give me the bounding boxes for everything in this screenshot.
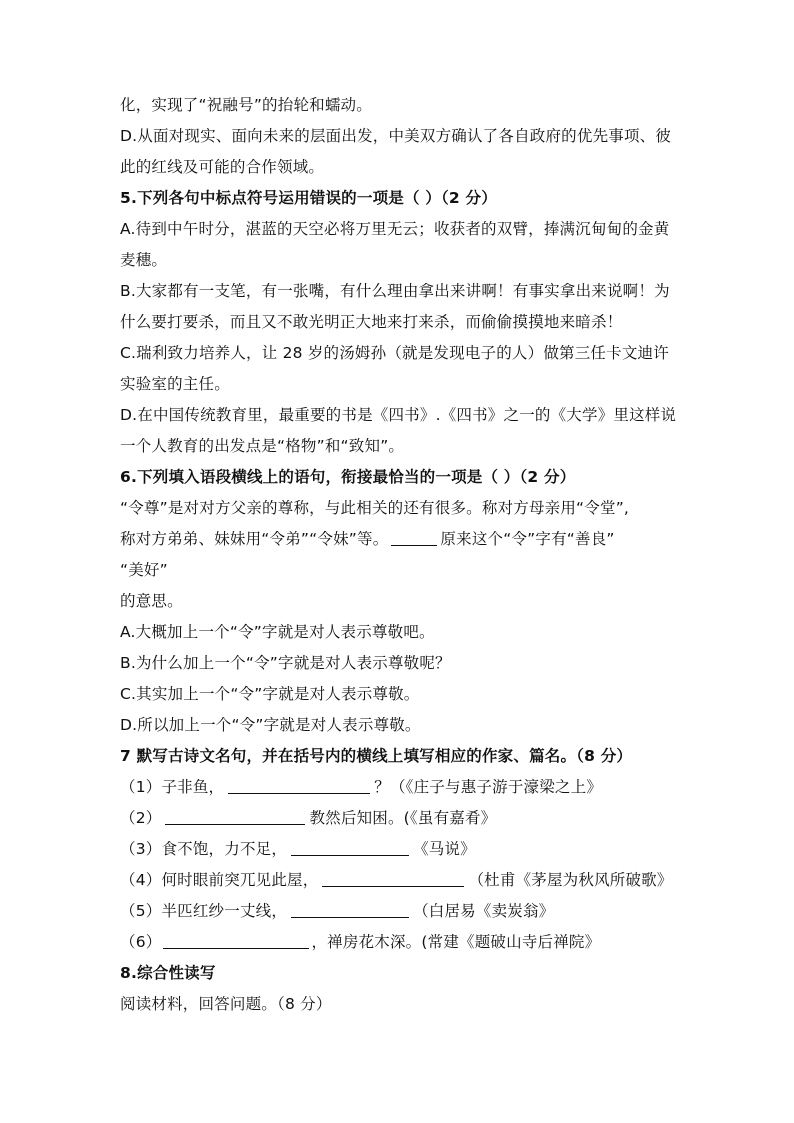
- item-text: （5）半匹红纱一丈线，: [120, 902, 288, 920]
- option-a-line: A.待到中午时分，湛蓝的天空必将万里无云；收获者的双臂，捧满沉甸甸的金黄: [120, 220, 670, 238]
- text-line: 实验室的主任。: [120, 375, 230, 393]
- question-8-title: 8.综合性读写: [120, 964, 216, 982]
- option-a-line: A.大概加上一个“令”字就是对人表示尊敬吧。: [120, 623, 435, 641]
- answer-blank: [291, 901, 409, 918]
- question-6-title: 6.下列填入语段横线上的语句，衔接最恰当的一项是（ ）（2 分）: [120, 468, 576, 486]
- option-d-line: D.所以加上一个“令”字就是对人表示尊敬。: [120, 716, 421, 734]
- option-b-line: B.为什么加上一个“令”字就是对人表示尊敬呢？: [120, 654, 451, 672]
- item-text: （3）食不饱，力不足，: [120, 840, 288, 858]
- answer-blank: [165, 808, 305, 825]
- passage-line: 的意思。: [120, 592, 183, 610]
- reading-instruction: 阅读材料，回答问题。（8 分）: [120, 995, 332, 1013]
- option-c-line: C.其实加上一个“令”字就是对人表示尊敬。: [120, 685, 420, 703]
- question-7-title: 7 默写古诗文名句，并在括号内的横线上填写相应的作家、篇名。（8 分）: [120, 747, 633, 765]
- answer-blank: [163, 932, 309, 949]
- item-text: 《马说》: [413, 840, 476, 858]
- passage-text: 原来这个“令”字有“善良”: [440, 530, 615, 548]
- item-text: （4）何时眼前突兀见此屋，: [120, 871, 319, 889]
- item-text: （2）: [120, 809, 162, 827]
- text-line: 化，实现了“祝融号”的抬轮和蠕动。: [120, 96, 372, 114]
- recitation-item-5: [120, 900, 554, 922]
- text-line: 麦穗。: [120, 251, 168, 269]
- option-d-line: D.从面对现实、面向未来的层面出发，中美双方确认了各自政府的优先事项、彼: [120, 127, 672, 145]
- answer-blank: [322, 870, 464, 887]
- recitation-item-2: [120, 807, 496, 829]
- passage-line: “令尊”是对对方父亲的尊称，与此相关的还有很多。称对方母亲用“令堂”,: [120, 499, 630, 517]
- answer-blank: [391, 529, 437, 546]
- text-line: 此的红线及可能的合作领域。: [120, 158, 325, 176]
- item-text: （杜甫《茅屋为秋风所破歌》: [468, 871, 673, 889]
- item-text: ？（《庄子与惠子游于濠梁之上》: [374, 778, 603, 796]
- option-d-line: D.在中国传统教育里，最重要的书是《四书》.《四书》之一的《大学》里这样说: [120, 406, 677, 424]
- passage-line: “美好”: [120, 561, 168, 579]
- recitation-item-4: [120, 869, 673, 891]
- recitation-item-6: [120, 931, 600, 953]
- option-b-line: B.大家都有一支笔，有一张嘴，有什么理由拿出来讲啊！有事实拿出来说啊！为: [120, 282, 670, 300]
- passage-text: 称对方弟弟、妹妹用“令弟”“令妹”等。: [120, 530, 389, 548]
- item-text: （1）子非鱼，: [120, 778, 225, 796]
- item-text: （白居易《卖炭翁》: [413, 902, 555, 920]
- text-line: 什么要打要杀，而且又不敢光明正大地来打来杀，而偷偷摸摸地来暗杀！: [120, 313, 623, 331]
- item-text: 教然后知困。(《虽有嘉肴》: [309, 809, 497, 827]
- recitation-item-1: [120, 776, 602, 798]
- text-line: 一个人教育的出发点是“格物”和“致知”。: [120, 437, 405, 455]
- item-text: （6）: [120, 933, 162, 951]
- recitation-item-3: [120, 838, 476, 860]
- option-c-line: C.瑞利致力培养人，让 28 岁的汤姆孙（就是发现电子的人）做第三任卡文迪许: [120, 344, 669, 362]
- passage-line: [120, 528, 615, 550]
- item-text: ，禅房花木深。(常建《题破山寺后禅院》: [311, 933, 601, 951]
- answer-blank: [228, 777, 370, 794]
- question-5-title: 5.下列各句中标点符号运用错误的一项是（ ）（2 分）: [120, 189, 497, 207]
- answer-blank: [291, 839, 409, 856]
